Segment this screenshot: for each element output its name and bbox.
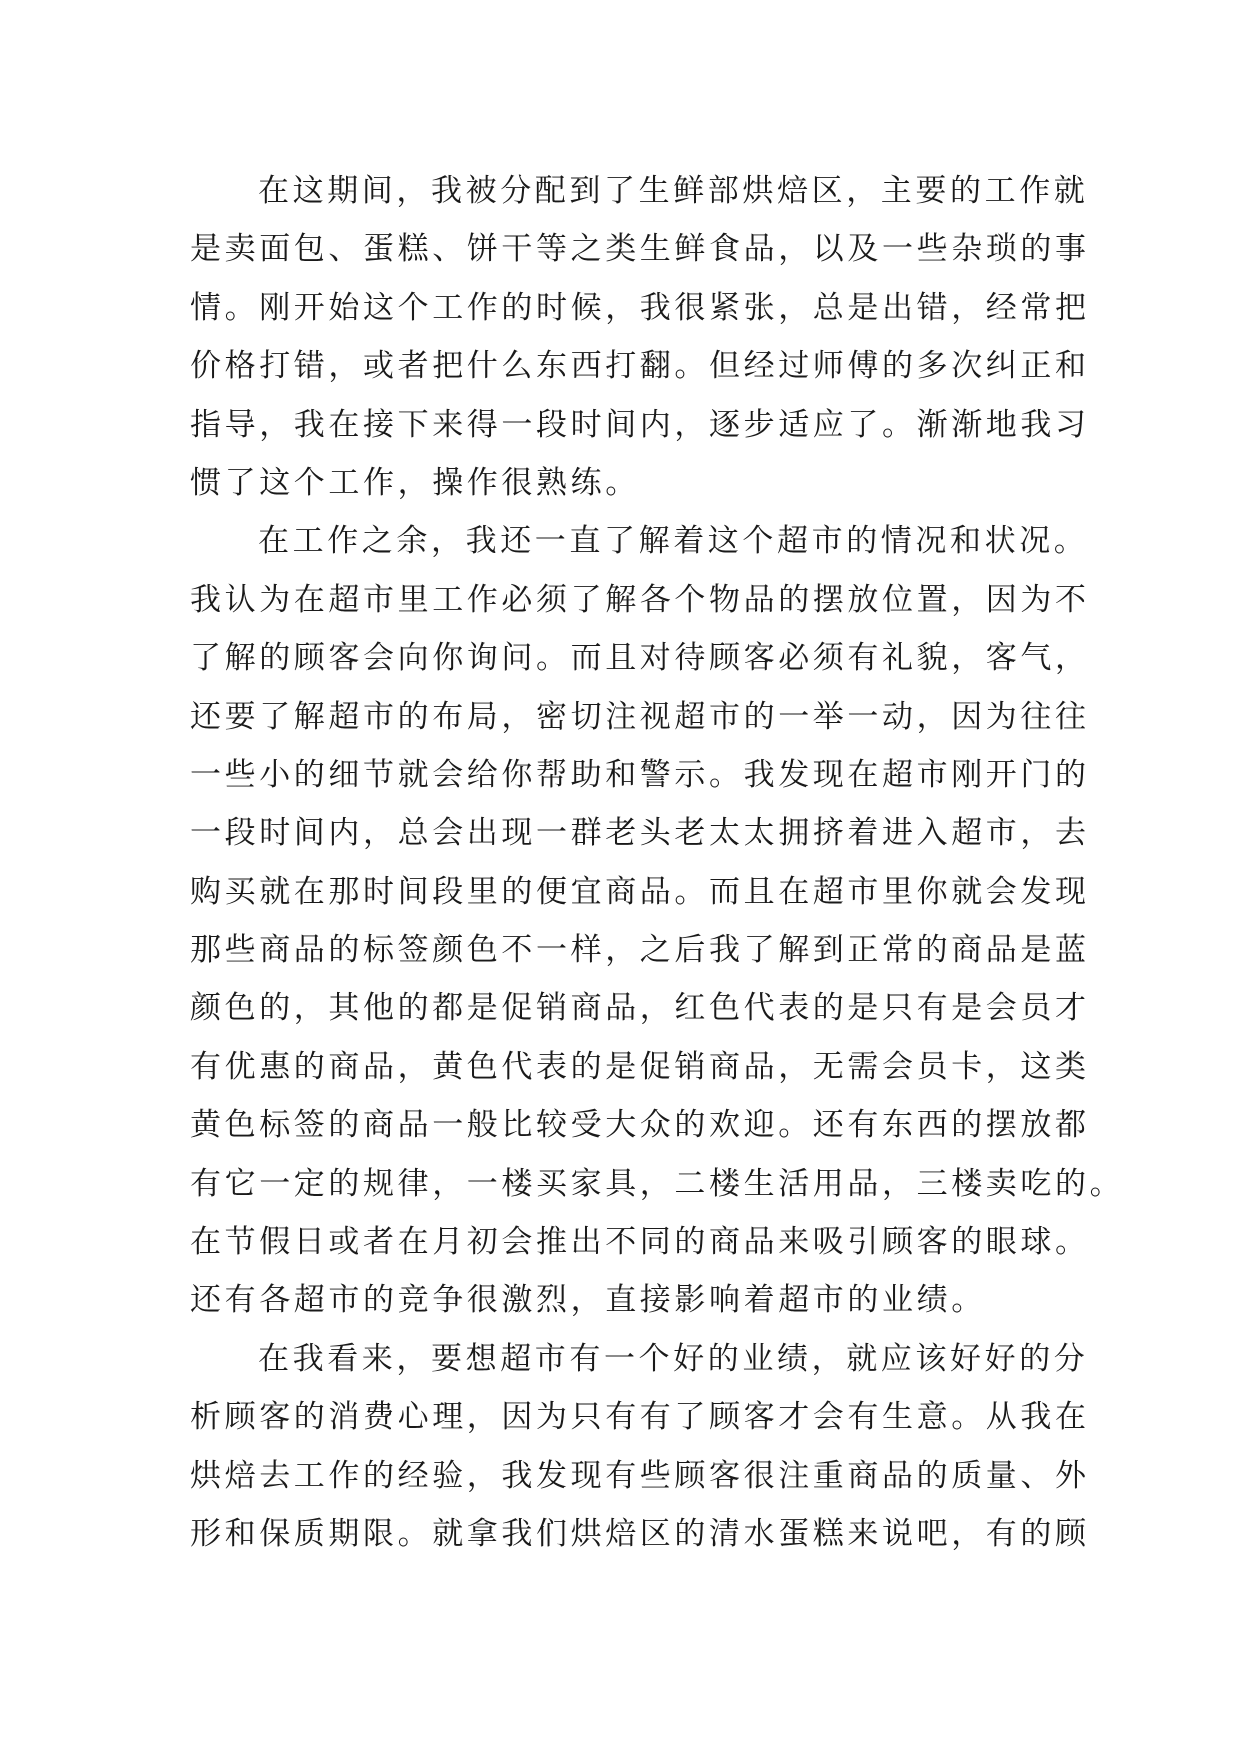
text-line: 购买就在那时间段里的便宜商品。而且在超市里你就会发现 <box>190 873 1090 910</box>
text-line: 指导，我在接下来得一段时间内，逐步适应了。渐渐地我习 <box>190 406 1090 443</box>
text-line: 情。刚开始这个工作的时候，我很紧张，总是出错，经常把 <box>190 289 1090 326</box>
text-line: 黄色标签的商品一般比较受大众的欢迎。还有东西的摆放都 <box>190 1107 1090 1144</box>
paragraph-bakery-work <box>190 162 1090 512</box>
text-line: 那些商品的标签颜色不一样，之后我了解到正常的商品是蓝 <box>190 932 1090 969</box>
text-line: 有它一定的规律，一楼买家具，二楼生活用品，三楼卖吃的。 <box>190 1165 1125 1202</box>
paragraph-customer-psychology <box>190 1330 1090 1564</box>
text-line: 烘焙去工作的经验，我发现有些顾客很注重商品的质量、外 <box>190 1457 1090 1494</box>
text-line: 在节假日或者在月初会推出不同的商品来吸引顾客的眼球。 <box>190 1224 1090 1261</box>
text-line: 颜色的，其他的都是促销商品，红色代表的是只有是会员才 <box>190 990 1090 1027</box>
text-line: 在工作之余，我还一直了解着这个超市的情况和状况。 <box>258 523 1089 560</box>
text-line: 惯了这个工作，操作很熟练。 <box>190 464 640 501</box>
text-line: 价格打错，或者把什么东西打翻。但经过师傅的多次纠正和 <box>190 348 1090 385</box>
text-line: 形和保质期限。就拿我们烘焙区的清水蛋糕来说吧，有的顾 <box>190 1515 1090 1552</box>
text-line: 一段时间内，总会出现一群老头老太太拥挤着进入超市，去 <box>190 815 1090 852</box>
text-line: 在我看来，要想超市有一个好的业绩，就应该好好的分 <box>258 1340 1089 1377</box>
body-text <box>190 162 1125 1563</box>
text-line: 在这期间，我被分配到了生鲜部烘焙区，主要的工作就 <box>258 173 1089 209</box>
text-line: 是卖面包、蛋糕、饼干等之类生鲜食品，以及一些杂琐的事 <box>190 231 1090 268</box>
text-line: 一些小的细节就会给你帮助和警示。我发现在超市刚开门的 <box>190 756 1090 793</box>
text-line: 有优惠的商品，黄色代表的是促销商品，无需会员卡，这类 <box>190 1048 1090 1085</box>
text-line: 我认为在超市里工作必须了解各个物品的摆放位置，因为不 <box>190 581 1090 618</box>
paragraph-supermarket-observations <box>190 512 1125 1329</box>
text-line: 了解的顾客会向你询问。而且对待顾客必须有礼貌，客气， <box>190 640 1090 677</box>
text-line: 析顾客的消费心理，因为只有有了顾客才会有生意。从我在 <box>190 1399 1090 1436</box>
text-line: 还有各超市的竞争很激烈，直接影响着超市的业绩。 <box>190 1282 986 1319</box>
text-line: 还要了解超市的布局，密切注视超市的一举一动，因为往往 <box>190 698 1090 735</box>
